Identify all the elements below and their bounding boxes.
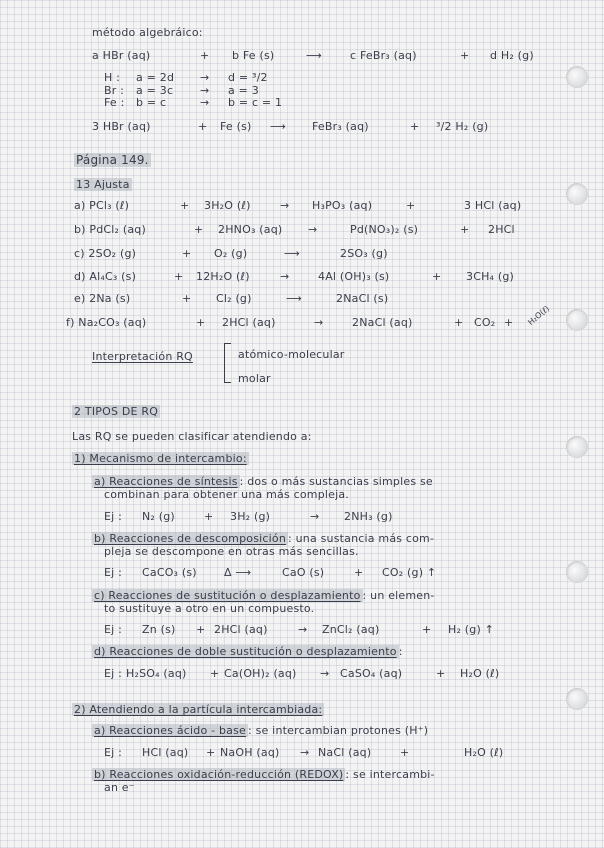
eq-term: CaCO₃ (s): [142, 566, 197, 579]
double-substitution-example: [104, 667, 560, 681]
eq-plus: +: [194, 223, 204, 236]
eq-term: 4Al (OH)₃ (s): [318, 270, 390, 283]
eq-arrow: →: [310, 510, 320, 523]
eq-plus: +: [436, 667, 446, 680]
eq-term: ZnCl₂ (aq): [322, 623, 380, 636]
exercise-c: [74, 247, 474, 261]
eq-term: H₂O (ℓ): [460, 667, 500, 680]
eq-term: c) 2SO₂ (g): [74, 247, 137, 260]
eq-term: N₂ (g): [142, 510, 175, 523]
eq-term: 3H₂O (ℓ): [204, 199, 251, 212]
eq-arrow: →: [308, 223, 318, 236]
arrow: →: [200, 84, 210, 97]
interpretation-label: Interpretación RQ: [92, 350, 193, 363]
relation: a = 2d: [136, 71, 175, 84]
eq-term: d H₂ (g): [490, 49, 534, 62]
eq-term: a HBr (aq): [92, 49, 151, 62]
eq-plus: +: [432, 270, 442, 283]
eq-plus: +: [174, 270, 184, 283]
binder-hole-4: [566, 436, 588, 458]
element-label: H :: [104, 71, 121, 84]
result: a = 3: [228, 84, 259, 97]
substitution-example: [104, 623, 544, 637]
eq-plus: +: [410, 120, 420, 133]
binder-hole-3: [566, 309, 588, 331]
system-row-h: [104, 71, 304, 83]
eq-term: a) PCl₃ (ℓ): [74, 199, 130, 212]
exercise-a: [74, 199, 554, 213]
eq-plus: +: [200, 49, 210, 62]
eq-term: ³/2 H₂ (g): [436, 120, 489, 133]
decomposition-line-1: [92, 532, 434, 545]
binder-hole-1: [566, 66, 588, 88]
eq-plus: +: [182, 292, 192, 305]
decomposition-example: [104, 566, 504, 580]
acid-base-text: : se intercambian protones (H⁺): [247, 724, 429, 737]
equation-balanced: [92, 120, 532, 134]
eq-plus: +: [210, 667, 220, 680]
synthesis-example: [104, 510, 484, 524]
substitution-line-1: [92, 589, 435, 602]
eq-plus: +: [206, 746, 216, 759]
system-row-br: [104, 84, 304, 96]
eq-term: H₂ (g) ↑: [448, 623, 495, 636]
eq-term: Pd(NO₃)₂ (s): [350, 223, 419, 236]
eq-term: 3H₂ (g): [230, 510, 271, 523]
algebraic-method-title: método algebráico:: [92, 26, 203, 39]
redox-line-1: [92, 768, 435, 781]
eq-plus: +: [354, 566, 364, 579]
eq-arrow: ⟶: [286, 292, 302, 305]
eq-term: HCl (aq): [142, 746, 189, 759]
synthesis-text: : dos o más sustancias simples se: [239, 475, 433, 488]
eq-term: b Fe (s): [232, 49, 275, 62]
eq-plus: +: [196, 316, 206, 329]
eq-term: 3 HCl (aq): [464, 199, 522, 212]
eq-plus: +: [406, 199, 416, 212]
eq-term: H₂SO₄ (aq): [126, 667, 187, 680]
synthesis-line-2: combinan para obtener una más compleja.: [104, 488, 350, 501]
particle-title: [72, 703, 324, 716]
redox-title: b) Reacciones oxidación-reducción (REDOX): [94, 768, 344, 781]
eq-term: c FeBr₃ (aq): [350, 49, 417, 62]
eq-term: 2NaCl (aq): [352, 316, 413, 329]
eq-term: Ca(OH)₂ (aq): [224, 667, 297, 680]
decomposition-text: : una sustancia más com-: [288, 532, 435, 545]
redox-line-2: an e⁻: [104, 781, 135, 794]
eq-term: CaSO₄ (aq): [340, 667, 403, 680]
element-label: Fe :: [104, 96, 125, 109]
annotation-h2o: H₂O(ℓ): [526, 303, 552, 327]
eq-arrow: ⟶: [270, 120, 286, 133]
synthesis-line-1: [92, 475, 433, 488]
eq-term: CaO (s): [282, 566, 325, 579]
eq-term: d) Al₄C₃ (s): [74, 270, 137, 283]
eq-plus: +: [182, 247, 192, 260]
redox-text: : se intercambi-: [345, 768, 435, 781]
eq-arrow: Δ ⟶: [224, 566, 252, 579]
eq-plus: +: [400, 746, 410, 759]
result: d = ³/2: [228, 71, 268, 84]
example-label: Ej :: [104, 623, 123, 636]
acid-base-example: [104, 746, 544, 760]
relation: b = c: [136, 96, 167, 109]
eq-term: 2HCl (aq): [214, 623, 268, 636]
mechanism-title: 1) Mecanismo de intercambio:: [74, 452, 247, 465]
eq-arrow: →: [280, 270, 290, 283]
eq-term: f) Na₂CO₃ (aq): [66, 316, 147, 329]
eq-term: 2NaCl (s): [336, 292, 389, 305]
substitution-line-2: to sustituye a otro en un compuesto.: [104, 602, 315, 615]
arrow: →: [200, 71, 210, 84]
eq-arrow: ⟶: [284, 247, 300, 260]
eq-arrow: ⟶: [306, 49, 322, 62]
interpretation-bracket: [224, 343, 231, 383]
decomposition-line-2: pleja se descompone en otras más sencillas.: [104, 545, 359, 558]
eq-plus: +: [460, 49, 470, 62]
eq-term: Fe (s): [220, 120, 252, 133]
equation-unbalanced: [92, 49, 552, 63]
eq-term: H₃PO₃ (aq): [312, 199, 373, 212]
eq-term: CO₂: [474, 316, 496, 329]
eq-arrow: →: [298, 623, 308, 636]
exercise-d: [74, 270, 554, 284]
interpretation-option-molar: molar: [238, 372, 271, 385]
substitution-text: : un elemen-: [362, 589, 435, 602]
eq-term: b) PdCl₂ (aq): [74, 223, 146, 236]
eq-arrow: →: [320, 667, 330, 680]
eq-term: Zn (s): [142, 623, 176, 636]
exercise-title: 13 Ajusta: [76, 178, 130, 191]
types-intro: Las RQ se pueden clasificar atendiendo a:: [72, 430, 312, 443]
element-label: Br :: [104, 84, 125, 97]
eq-plus: +: [204, 510, 214, 523]
eq-term: 3 HBr (aq): [92, 120, 151, 133]
eq-plus: +: [460, 223, 470, 236]
eq-term: 12H₂O (ℓ): [196, 270, 250, 283]
eq-term: Cl₂ (g): [216, 292, 252, 305]
binder-hole-5: [566, 561, 588, 583]
colon: :: [398, 645, 403, 658]
eq-plus: +: [196, 623, 206, 636]
double-substitution-line-1: [92, 645, 403, 658]
eq-term: NaOH (aq): [220, 746, 280, 759]
exercise-f: [66, 316, 556, 330]
page-reference: Página 149.: [76, 153, 149, 167]
decomposition-title: b) Reacciones de descomposición: [94, 532, 287, 545]
exercise-b: [74, 223, 554, 237]
example-label: Ej :: [104, 746, 123, 759]
eq-arrow: →: [300, 746, 310, 759]
eq-plus: +: [198, 120, 208, 133]
eq-term: 3CH₄ (g): [466, 270, 515, 283]
acid-base-line: [92, 724, 428, 737]
eq-arrow: →: [280, 199, 290, 212]
substitution-title: c) Reacciones de sustitución o desplazamiento: [94, 589, 361, 602]
acid-base-title: a) Reacciones ácido - base: [94, 724, 246, 737]
synthesis-title: a) Reacciones de síntesis: [94, 475, 238, 488]
eq-term: FeBr₃ (aq): [312, 120, 369, 133]
eq-term: 2SO₃ (g): [340, 247, 388, 260]
example-label: Ej :: [104, 566, 123, 579]
exercise-e: [74, 292, 474, 306]
eq-plus: +: [504, 316, 514, 329]
eq-plus: +: [454, 316, 464, 329]
example-label: Ej :: [104, 510, 123, 523]
double-substitution-title: d) Reacciones de doble sustitución o desplazamiento: [94, 645, 397, 658]
arrow: →: [200, 96, 210, 109]
relation: a = 3c: [136, 84, 174, 97]
eq-term: CO₂ (g) ↑: [382, 566, 437, 579]
eq-term: H₂O (ℓ): [464, 746, 504, 759]
eq-term: e) 2Na (s): [74, 292, 131, 305]
binder-hole-2: [566, 183, 588, 205]
eq-term: 2HCl: [488, 223, 515, 236]
result: b = c = 1: [228, 96, 283, 109]
eq-term: NaCl (aq): [318, 746, 372, 759]
eq-term: O₂ (g): [214, 247, 248, 260]
eq-arrow: →: [314, 316, 324, 329]
particle-title-text: 2) Atendiendo a la partícula intercambiada:: [74, 703, 323, 716]
eq-term: 2NH₃ (g): [344, 510, 393, 523]
eq-plus: +: [422, 623, 432, 636]
eq-term: 2HCl (aq): [222, 316, 276, 329]
eq-plus: +: [180, 199, 190, 212]
eq-term: 2HNO₃ (aq): [218, 223, 283, 236]
example-label: Ej :: [104, 667, 123, 680]
interpretation-option-atomic: atómico-molecular: [238, 348, 345, 361]
system-row-fe: [104, 96, 304, 108]
section-title-types: 2 TIPOS DE RQ: [74, 405, 159, 418]
binder-hole-6: [566, 688, 588, 710]
